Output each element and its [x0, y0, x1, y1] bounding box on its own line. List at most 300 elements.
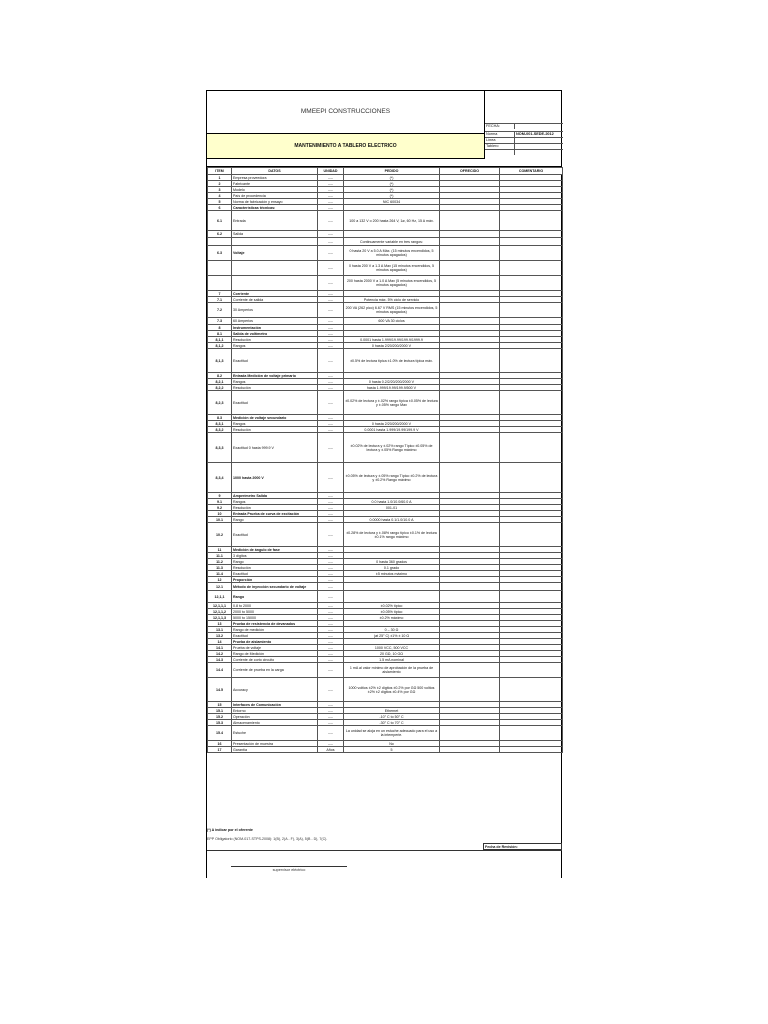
cell-unidad: ----	[318, 303, 344, 318]
cell-datos: Rango	[232, 591, 318, 603]
cell-unidad: ----	[318, 609, 344, 615]
cell-unidad: ----	[318, 714, 344, 720]
cell-unidad: ----	[318, 231, 344, 238]
cell-ofrecido[interactable]	[440, 591, 500, 603]
cell-datos: Rango	[232, 559, 318, 565]
cell-pedido: (*)	[344, 181, 440, 187]
cell-pedido: 001-01	[344, 505, 440, 511]
cell-unidad: ----	[318, 385, 344, 391]
cell-unidad: ----	[318, 657, 344, 663]
cell-pedido: ±0.02% de lectura y ±.02% rango típica ±0.05% de lectura y ±.05% rango Max	[344, 391, 440, 415]
cell-pedido	[344, 231, 440, 238]
cell-item: 8,1,1	[208, 337, 232, 343]
cell-datos: 2000 to 5000	[232, 609, 318, 615]
cell-datos: Entrada	[232, 211, 318, 231]
footer-epp: EPP Obligatorio (NOM-017-STPS-2008): 1(B), 2(A - F), 3(A), 5(B - D), 7(C).	[207, 837, 328, 841]
cell-item: 9	[208, 493, 232, 499]
cell-item: 8,1,3	[208, 349, 232, 373]
cell-item: 13.1	[208, 627, 232, 633]
cell-item: 8.1	[208, 331, 232, 337]
cell-unidad: ----	[318, 720, 344, 726]
cell-pedido: 100 a 132 V o 200 hasta 264 V, 1ø, 60 Hz, 15 A máx.	[344, 211, 440, 231]
cell-item: 15.4	[208, 726, 232, 741]
cell-unidad: ----	[318, 591, 344, 603]
cell-datos: Resolución	[232, 337, 318, 343]
cell-datos: Rango de Medición	[232, 651, 318, 657]
cell-item: 15.1	[208, 708, 232, 714]
cell-ofrecido[interactable]	[440, 246, 500, 261]
field-tablero: Tablero	[485, 143, 563, 149]
cell-pedido: 5	[344, 747, 440, 753]
cell-unidad: ----	[318, 291, 344, 297]
cell-ofrecido[interactable]	[440, 349, 500, 373]
cell-ofrecido[interactable]	[440, 303, 500, 318]
cell-ofrecido[interactable]	[440, 231, 500, 238]
cell-ofrecido[interactable]	[440, 318, 500, 325]
cell-comentario[interactable]	[500, 591, 563, 603]
cell-unidad: ----	[318, 318, 344, 325]
cell-datos: 3 dígitos	[232, 553, 318, 559]
cell-comentario[interactable]	[500, 276, 563, 291]
cell-comentario[interactable]	[500, 261, 563, 276]
cell-item: 9.2	[208, 505, 232, 511]
cell-comentario[interactable]	[500, 726, 563, 741]
cell-item: 11.2	[208, 559, 232, 565]
cell-unidad: ----	[318, 175, 344, 181]
cell-pedido: 20 GΩ, 10 GΩ	[344, 651, 440, 657]
table-row	[208, 463, 563, 493]
cell-item: 11.4	[208, 571, 232, 577]
cell-datos: Rango	[232, 517, 318, 523]
cell-pedido: 0 hasta 360 grados	[344, 559, 440, 565]
table-row	[208, 276, 563, 291]
cell-pedido: 1.5 mA nominal	[344, 657, 440, 663]
cell-unidad: ----	[318, 639, 344, 645]
cell-item: 8	[208, 325, 232, 331]
cell-comentario[interactable]	[500, 583, 563, 591]
cell-datos: Características técnicas:	[232, 205, 318, 211]
field-norma: Norma NOM-001-SEDE-2012	[485, 131, 563, 137]
cell-comentario[interactable]	[500, 318, 563, 325]
cell-pedido: 200 VA (262 pico) 6.67 V RMS (15 minutos encendidos, 5 minutos apagados)	[344, 303, 440, 318]
cell-pedido	[344, 583, 440, 591]
cell-datos	[232, 238, 318, 246]
cell-ofrecido[interactable]	[440, 463, 500, 493]
cell-unidad: ----	[318, 702, 344, 708]
footer-note: (*) A indicar por el oferente	[207, 828, 253, 832]
cell-datos	[232, 261, 318, 276]
cell-ofrecido[interactable]	[440, 583, 500, 591]
divider	[207, 850, 562, 851]
cell-item: 13	[208, 621, 232, 627]
cell-item: 13.2	[208, 633, 232, 639]
cell-item	[208, 238, 232, 246]
cell-unidad: ----	[318, 633, 344, 639]
cell-comentario[interactable]	[500, 238, 563, 246]
cell-unidad: ----	[318, 205, 344, 211]
cell-pedido: 1000 voltios ±2% ±2 dígitos ±0.2% por GΩ 500 voltios ±2% ±2 dígitos ±0.4% por GΩ	[344, 678, 440, 702]
cell-item: 14.5	[208, 678, 232, 702]
cell-item: 10.2	[208, 523, 232, 547]
cell-item: 15.3	[208, 720, 232, 726]
cell-pedido: (at 25° C) ±1% ± 10 Ω	[344, 633, 440, 639]
cell-item: 8.3	[208, 415, 232, 421]
cell-datos: Norma de fabricación y ensayo	[232, 199, 318, 205]
cell-item: 11.3	[208, 565, 232, 571]
table-row	[208, 303, 563, 318]
cell-unidad: ----	[318, 726, 344, 741]
cell-unidad: ----	[318, 211, 344, 231]
cell-item: 11	[208, 547, 232, 553]
cell-datos: Resolución	[232, 385, 318, 391]
cell-comentario[interactable]	[500, 231, 563, 238]
cell-pedido: ±0.02% de lectura y ±.02% rango Típico ±0.05% de lectura y ±.05% Rango máximo	[344, 433, 440, 463]
cell-datos: Rangos	[232, 379, 318, 385]
cell-comentario[interactable]	[500, 349, 563, 373]
field-blank	[485, 149, 563, 155]
cell-unidad: ----	[318, 261, 344, 276]
cell-item: 6.1	[208, 211, 232, 231]
cell-datos: Accuracy	[232, 678, 318, 702]
cell-ofrecido[interactable]	[440, 678, 500, 702]
cell-unidad: ----	[318, 571, 344, 577]
cell-pedido: ±0.02% típico	[344, 603, 440, 609]
cell-datos: Corriente de prueba en la carga	[232, 663, 318, 678]
cell-pedido: No	[344, 741, 440, 747]
cell-unidad: ----	[318, 615, 344, 621]
col-datos: DATOS	[232, 168, 318, 175]
cell-datos: 60 Amperios	[232, 318, 318, 325]
cell-unidad: ----	[318, 583, 344, 591]
cell-datos: Rangos	[232, 343, 318, 349]
cell-pedido: NIC 60034	[344, 199, 440, 205]
cell-unidad: ----	[318, 678, 344, 702]
table-row	[208, 211, 563, 231]
cell-datos: Voltaje	[232, 246, 318, 261]
cell-unidad: ----	[318, 181, 344, 187]
cell-comentario[interactable]	[500, 303, 563, 318]
cell-unidad: ----	[318, 421, 344, 427]
cell-datos: Método de inyección secundario de voltaje	[232, 583, 318, 591]
cell-unidad: ----	[318, 193, 344, 199]
cell-datos: Empresa proveedora	[232, 175, 318, 181]
cell-item: 8,3,4	[208, 463, 232, 493]
cell-item: 8,2,2	[208, 385, 232, 391]
cell-datos	[232, 276, 318, 291]
cell-ofrecido[interactable]	[440, 747, 500, 753]
cell-item: 3	[208, 187, 232, 193]
cell-item: 15	[208, 702, 232, 708]
cell-item: 7	[208, 291, 232, 297]
cell-unidad: ----	[318, 433, 344, 463]
cell-comentario[interactable]	[500, 747, 563, 753]
cell-pedido: (*)	[344, 187, 440, 193]
cell-item: 12	[208, 577, 232, 583]
cell-item: 8.2	[208, 373, 232, 379]
cell-comentario[interactable]	[500, 211, 563, 231]
cell-item: 12.1	[208, 583, 232, 591]
cell-unidad: ----	[318, 621, 344, 627]
header-fields	[484, 91, 563, 159]
document-subtitle: MANTENIMIENTO A TABLERO ELECTRICO	[207, 133, 484, 159]
cell-item: 10	[208, 511, 232, 517]
cell-datos: Rango de medición	[232, 627, 318, 633]
cell-pedido: 0 – 30 Ω	[344, 627, 440, 633]
cell-datos: Salida de voltímetro	[232, 331, 318, 337]
cell-unidad: ----	[318, 663, 344, 678]
cell-pedido: 600 VA 30 ciclos	[344, 318, 440, 325]
cell-item: 14.3	[208, 657, 232, 663]
cell-ofrecido[interactable]	[440, 261, 500, 276]
cell-unidad: ----	[318, 565, 344, 571]
cell-unidad: ----	[318, 379, 344, 385]
cell-datos: Entorno	[232, 708, 318, 714]
spacer-row	[207, 159, 562, 167]
cell-pedido: hasta 1.999/19.99/199.9/500 V	[344, 385, 440, 391]
cell-pedido: ±5 minutos máximo	[344, 571, 440, 577]
cell-item: 14.1	[208, 645, 232, 651]
field-linea: Línea	[485, 137, 563, 143]
cell-item: 17	[208, 747, 232, 753]
cell-item: 1	[208, 175, 232, 181]
cell-unidad: ----	[318, 547, 344, 553]
cell-datos: Operación	[232, 714, 318, 720]
cell-ofrecido[interactable]	[440, 726, 500, 741]
cell-datos: Salida	[232, 231, 318, 238]
cell-datos: Exactitud	[232, 523, 318, 547]
cell-item: 11.1	[208, 553, 232, 559]
cell-datos: Exactitud 0 hasta 999.9 V	[232, 433, 318, 463]
cell-pedido: 0 hasta 2/20/200/2000 V	[344, 343, 440, 349]
table-row	[208, 726, 563, 741]
table-row	[208, 523, 563, 547]
col-item: ITEM	[208, 168, 232, 175]
cell-ofrecido[interactable]	[440, 433, 500, 463]
cell-datos: País de procedencia	[232, 193, 318, 199]
cell-unidad: ----	[318, 373, 344, 379]
cell-unidad: ----	[318, 627, 344, 633]
cell-datos: Rangos	[232, 499, 318, 505]
cell-item: 12,1,1,3	[208, 615, 232, 621]
cell-pedido	[344, 591, 440, 603]
cell-datos: 30 Amperios	[232, 303, 318, 318]
cell-datos: Prueba de resistencia de devanados	[232, 621, 318, 627]
cell-unidad: ----	[318, 337, 344, 343]
table-row	[208, 261, 563, 276]
cell-unidad: ----	[318, 246, 344, 261]
cell-unidad: ----	[318, 523, 344, 547]
table-row	[208, 246, 563, 261]
col-comentario: COMENTARIO	[500, 168, 563, 175]
table-row	[208, 663, 563, 678]
cell-unidad: ----	[318, 415, 344, 421]
cell-pedido: 0 hasta 0.2/2/20/200/2000 V	[344, 379, 440, 385]
cell-datos: Modelo	[232, 187, 318, 193]
cell-comentario[interactable]	[500, 523, 563, 547]
cell-datos: Corriente	[232, 291, 318, 297]
cell-unidad: ----	[318, 343, 344, 349]
cell-comentario[interactable]	[500, 391, 563, 415]
table-row	[208, 391, 563, 415]
cell-datos: Rangos	[232, 421, 318, 427]
cell-datos: Almacenamiento	[232, 720, 318, 726]
table-row	[208, 583, 563, 591]
table-header-row	[208, 168, 563, 175]
cell-datos: Instrumentación	[232, 325, 318, 331]
cell-unidad: ----	[318, 511, 344, 517]
cell-pedido: ±0.28% de lectura y ±.08% rango típico ±0.1% de lectura ±0.1% rango máximo	[344, 523, 440, 547]
cell-datos: Entrada Medición de voltaje primario	[232, 373, 318, 379]
cell-unidad: ----	[318, 559, 344, 565]
cell-comentario[interactable]	[500, 678, 563, 702]
cell-datos: Entrada Prueba de curva de excitación	[232, 511, 318, 517]
cell-item: 6	[208, 205, 232, 211]
cell-unidad: ----	[318, 463, 344, 493]
cell-unidad: ----	[318, 325, 344, 331]
cell-item: 7.1	[208, 297, 232, 303]
table-row	[208, 747, 563, 753]
cell-datos: Exactitud	[232, 349, 318, 373]
cell-comentario[interactable]	[500, 463, 563, 493]
cell-comentario[interactable]	[500, 663, 563, 678]
col-ofrecido: OFRECIDO	[440, 168, 500, 175]
cell-pedido: 0.0001 hasta 1.999/19.99/199.9/1999.9	[344, 337, 440, 343]
cell-datos: Resolución	[232, 565, 318, 571]
cell-pedido: 200 hasta 2000 V a 1.0 A Max (5 minutos encendidos, 5 minutos apagados)	[344, 276, 440, 291]
field-fecha: FECHA:	[485, 123, 563, 129]
table-row	[208, 678, 563, 702]
cell-item: 7.2	[208, 303, 232, 318]
cell-pedido: (*)	[344, 175, 440, 181]
document-sheet	[206, 90, 562, 878]
col-unidad: UNIDAD	[318, 168, 344, 175]
cell-unidad: ----	[318, 577, 344, 583]
cell-datos: Fabricante	[232, 181, 318, 187]
cell-item: 14	[208, 639, 232, 645]
cell-datos: Garantía	[232, 747, 318, 753]
cell-datos: Resolución	[232, 427, 318, 433]
cell-datos: Prueba de voltaje	[232, 645, 318, 651]
cell-unidad: ----	[318, 499, 344, 505]
cell-pedido: 0 hasta 20 V a 5.0 A Máx. (15 minutos encendidos, 5 minutos apagados)	[344, 246, 440, 261]
cell-item: 8,2,1	[208, 379, 232, 385]
cell-ofrecido[interactable]	[440, 238, 500, 246]
cell-item: 7.3	[208, 318, 232, 325]
cell-comentario[interactable]	[500, 433, 563, 463]
cell-pedido: 1000 VCC, 500 VCC	[344, 645, 440, 651]
cell-unidad: ----	[318, 741, 344, 747]
cell-pedido: 1 mA al valor mínimo de aprobación de la prueba de aislamiento	[344, 663, 440, 678]
cell-item: 12,1,1	[208, 591, 232, 603]
cell-datos: Presentación de muestra	[232, 741, 318, 747]
cell-unidad: ----	[318, 505, 344, 511]
cell-item: 10.1	[208, 517, 232, 523]
cell-item: 8,1,2	[208, 343, 232, 349]
fecha-revision: Fecha de Revisión:	[483, 843, 562, 850]
cell-pedido: Potencia máx. 5% ciclo de servicio	[344, 297, 440, 303]
cell-datos: Corriente de corto circuito	[232, 657, 318, 663]
cell-ofrecido[interactable]	[440, 391, 500, 415]
cell-unidad: ----	[318, 427, 344, 433]
table-row	[208, 349, 563, 373]
cell-comentario[interactable]	[500, 246, 563, 261]
cell-unidad: ----	[318, 276, 344, 291]
cell-pedido: ±0.5% de lectura típica ±1.0% de lectura típica máx.	[344, 349, 440, 373]
cell-datos: Estuche	[232, 726, 318, 741]
cell-item: 9.1	[208, 499, 232, 505]
cell-unidad: Años	[318, 747, 344, 753]
cell-unidad: ----	[318, 199, 344, 205]
cell-pedido: 0.1 grado	[344, 565, 440, 571]
cell-pedido: ±0.2% máximo	[344, 615, 440, 621]
cell-unidad: ----	[318, 708, 344, 714]
cell-item: 8,3,3	[208, 433, 232, 463]
spec-table	[207, 167, 563, 753]
cell-datos: Proporción	[232, 577, 318, 583]
cell-item: 2	[208, 181, 232, 187]
cell-pedido: Ethernet	[344, 708, 440, 714]
cell-item: 14.4	[208, 663, 232, 678]
col-pedido: PEDIDO	[344, 168, 440, 175]
company-name: MMEEPI CONSTRUCCIONES	[300, 108, 391, 115]
cell-unidad: ----	[318, 651, 344, 657]
cell-item: 8,3,1	[208, 421, 232, 427]
cell-datos: Interfaces de Comunicación	[232, 702, 318, 708]
cell-item: 5	[208, 199, 232, 205]
cell-item: 8,3,2	[208, 427, 232, 433]
cell-datos: Resolución	[232, 505, 318, 511]
cell-datos: Exactitud	[232, 633, 318, 639]
cell-unidad: ----	[318, 349, 344, 373]
cell-unidad: ----	[318, 297, 344, 303]
table-row	[208, 433, 563, 463]
cell-pedido: -30° C to 70° C	[344, 720, 440, 726]
cell-pedido: ±0.05% de lectura y ±.05% rango Típico ±0.2% de lectura y ±0.2% Rango máximo	[344, 463, 440, 493]
table-row	[208, 318, 563, 325]
cell-unidad: ----	[318, 645, 344, 651]
cell-item	[208, 276, 232, 291]
cell-item: 4	[208, 193, 232, 199]
cell-pedido: 0.0000 hasta 0.1/1.0/10.0 A	[344, 517, 440, 523]
cell-ofrecido[interactable]	[440, 211, 500, 231]
cell-pedido: ±0.05% típico	[344, 609, 440, 615]
cell-item: 6.2	[208, 231, 232, 238]
cell-datos: 0.8 to 2000	[232, 603, 318, 609]
signature-line: supervisor eléctrico	[231, 866, 347, 872]
cell-item: 12,1,1,2	[208, 609, 232, 615]
cell-item	[208, 261, 232, 276]
cell-ofrecido[interactable]	[440, 523, 500, 547]
table-row	[208, 591, 563, 603]
cell-item: 15.2	[208, 714, 232, 720]
cell-unidad: ----	[318, 517, 344, 523]
cell-datos: Medición de ángulo de fase	[232, 547, 318, 553]
cell-datos: 1000 hasta 2000 V	[232, 463, 318, 493]
cell-unidad: ----	[318, 603, 344, 609]
cell-ofrecido[interactable]	[440, 276, 500, 291]
table-row	[208, 238, 563, 246]
cell-item: 14.2	[208, 651, 232, 657]
cell-item: 6.3	[208, 246, 232, 261]
cell-ofrecido[interactable]	[440, 663, 500, 678]
cell-unidad: ----	[318, 493, 344, 499]
cell-pedido: 0 hasta 2/20/200/2000 V	[344, 421, 440, 427]
cell-datos: Prueba de aislamiento	[232, 639, 318, 645]
cell-pedido: Continuamente variable en tres rangos:	[344, 238, 440, 246]
cell-unidad: ----	[318, 331, 344, 337]
cell-unidad: ----	[318, 238, 344, 246]
cell-pedido: (*)	[344, 193, 440, 199]
